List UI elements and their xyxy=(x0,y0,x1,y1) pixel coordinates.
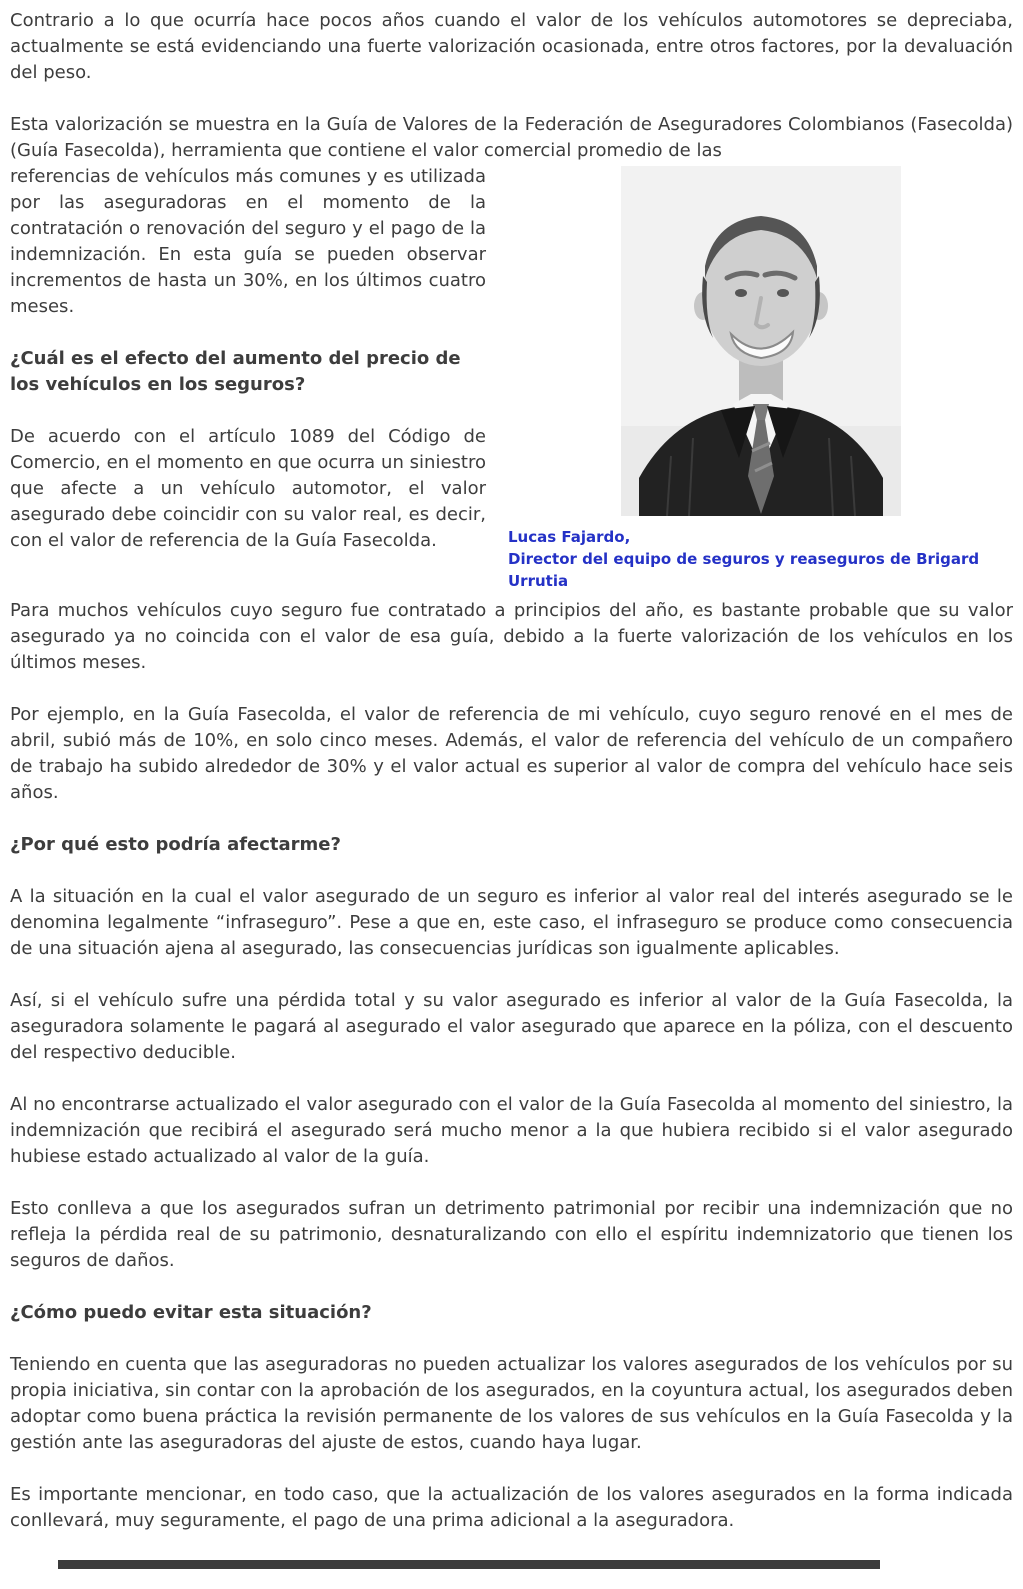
paragraph-detrimento: Esto conlleva a que los asegurados sufran un detrimento patrimonial por recibir una indemnización que no refleja la pérdida real de su patrimonio, desnaturalizando con ello el espíritu indemnizatorio que tienen los seguros de daños. xyxy=(10,1198,1013,1271)
paragraph-intro: Contrario a lo que ocurría hace pocos años cuando el valor de los vehículos automotores se depreciaba, actualmente se está evidenciando una fuerte valorización ocasionada, entre otros factores, por la devaluación del peso. xyxy=(10,10,1013,83)
section-heading-efecto: ¿Cuál es el efecto del aumento del precio de los vehículos en los seguros? xyxy=(10,348,461,395)
section-heading-afectarme: ¿Por qué esto podría afectarme? xyxy=(10,834,341,855)
paragraph-prima-adicional: Es importante mencionar, en todo caso, que la actualización de los valores asegurados en la forma indicada conllevará, muy seguramente, el pago de una prima adicional a la aseguradora. xyxy=(10,1484,1013,1531)
paragraph-no-actualizado: Al no encontrarse actualizado el valor asegurado con el valor de la Guía Fasecolda al momento del siniestro, la indemnización que recibirá el asegurado será mucho menor a la que hubiera recibido si el valor asegurado hubiese estado actualizado al valor de la guía. xyxy=(10,1094,1013,1167)
paragraph-codigo-comercio: De acuerdo con el artículo 1089 del Código de Comercio, en el momento en que ocurra un siniestro que afecte a un vehículo automotor, el valor asegurado debe coincidir con su valor real, es decir, con el valor de referencia de la Guía Fasecolda. xyxy=(10,426,486,551)
paragraph-infraseguro: A la situación en la cual el valor asegurado de un seguro es inferior al valor real del interés asegurado se le denomina legalmente “infraseguro”. Pese a que en, este caso, el infraseguro se produce como consecuencia de una situación ajena al asegurado, las consecuencias jurídicas son igualmente aplicables. xyxy=(10,886,1013,959)
photo-caption-name: Lucas Fajardo, xyxy=(508,528,631,546)
photo-block xyxy=(508,166,1013,592)
paragraph-guia-part1: Esta valorización se muestra en la Guía de Valores de la Federación de Aseguradores Colombianos (Fasecolda) (Guía Fasecolda), herramienta que contiene el valor comercial promedio de las xyxy=(10,114,1013,161)
paragraph-perdida-total: Así, si el vehículo sufre una pérdida total y su valor asegurado es inferior al valor de la Guía Fasecolda, la aseguradora solamente le pagará al asegurado el valor asegurado que aparece en la póliza, con el descuento del respectivo deducible. xyxy=(10,990,1013,1063)
embed-top-bar xyxy=(58,1560,880,1569)
portrait-photo xyxy=(621,166,901,516)
section-heading-evitar: ¿Cómo puedo evitar esta situación? xyxy=(10,1302,372,1323)
photo-caption-title: Director del equipo de seguros y reaseguros de Brigard Urrutia xyxy=(508,550,980,590)
photo-caption xyxy=(508,526,1013,592)
paragraph-ejemplo: Por ejemplo, en la Guía Fasecolda, el valor de referencia de mi vehículo, cuyo seguro renové en el mes de abril, subió más de 10%, en solo cinco meses. Además, el valor de referencia del vehículo de un compañero de trabajo ha subido alrededor de 30% y el valor actual es superior al valor de compra del vehículo hace seis años. xyxy=(10,704,1013,803)
paragraph-buena-practica: Teniendo en cuenta que las aseguradoras no pueden actualizar los valores asegurados de los vehículos por su propia iniciativa, sin contar con la aprobación de los asegurados, en la coyuntura actual, los asegurados deben adoptar como buena práctica la revisión permanente de los valores de sus vehículos en la Guía Fasecolda y la gestión ante las aseguradoras del ajuste de estos, cuando haya lugar. xyxy=(10,1354,1013,1453)
paragraph-seguro-contratado: Para muchos vehículos cuyo seguro fue contratado a principios del año, es bastante probable que su valor asegurado ya no coincida con el valor de esa guía, debido a la fuerte valorización de los vehículos en los últimos meses. xyxy=(10,600,1013,673)
paragraph-guia-part2: referencias de vehículos más comunes y es utilizada por las aseguradoras en el momento de la contratación o renovación del seguro y el pago de la indemnización. En esta guía se pueden observar incrementos de hasta un 30%, en los últimos cuatro meses. xyxy=(10,166,486,317)
